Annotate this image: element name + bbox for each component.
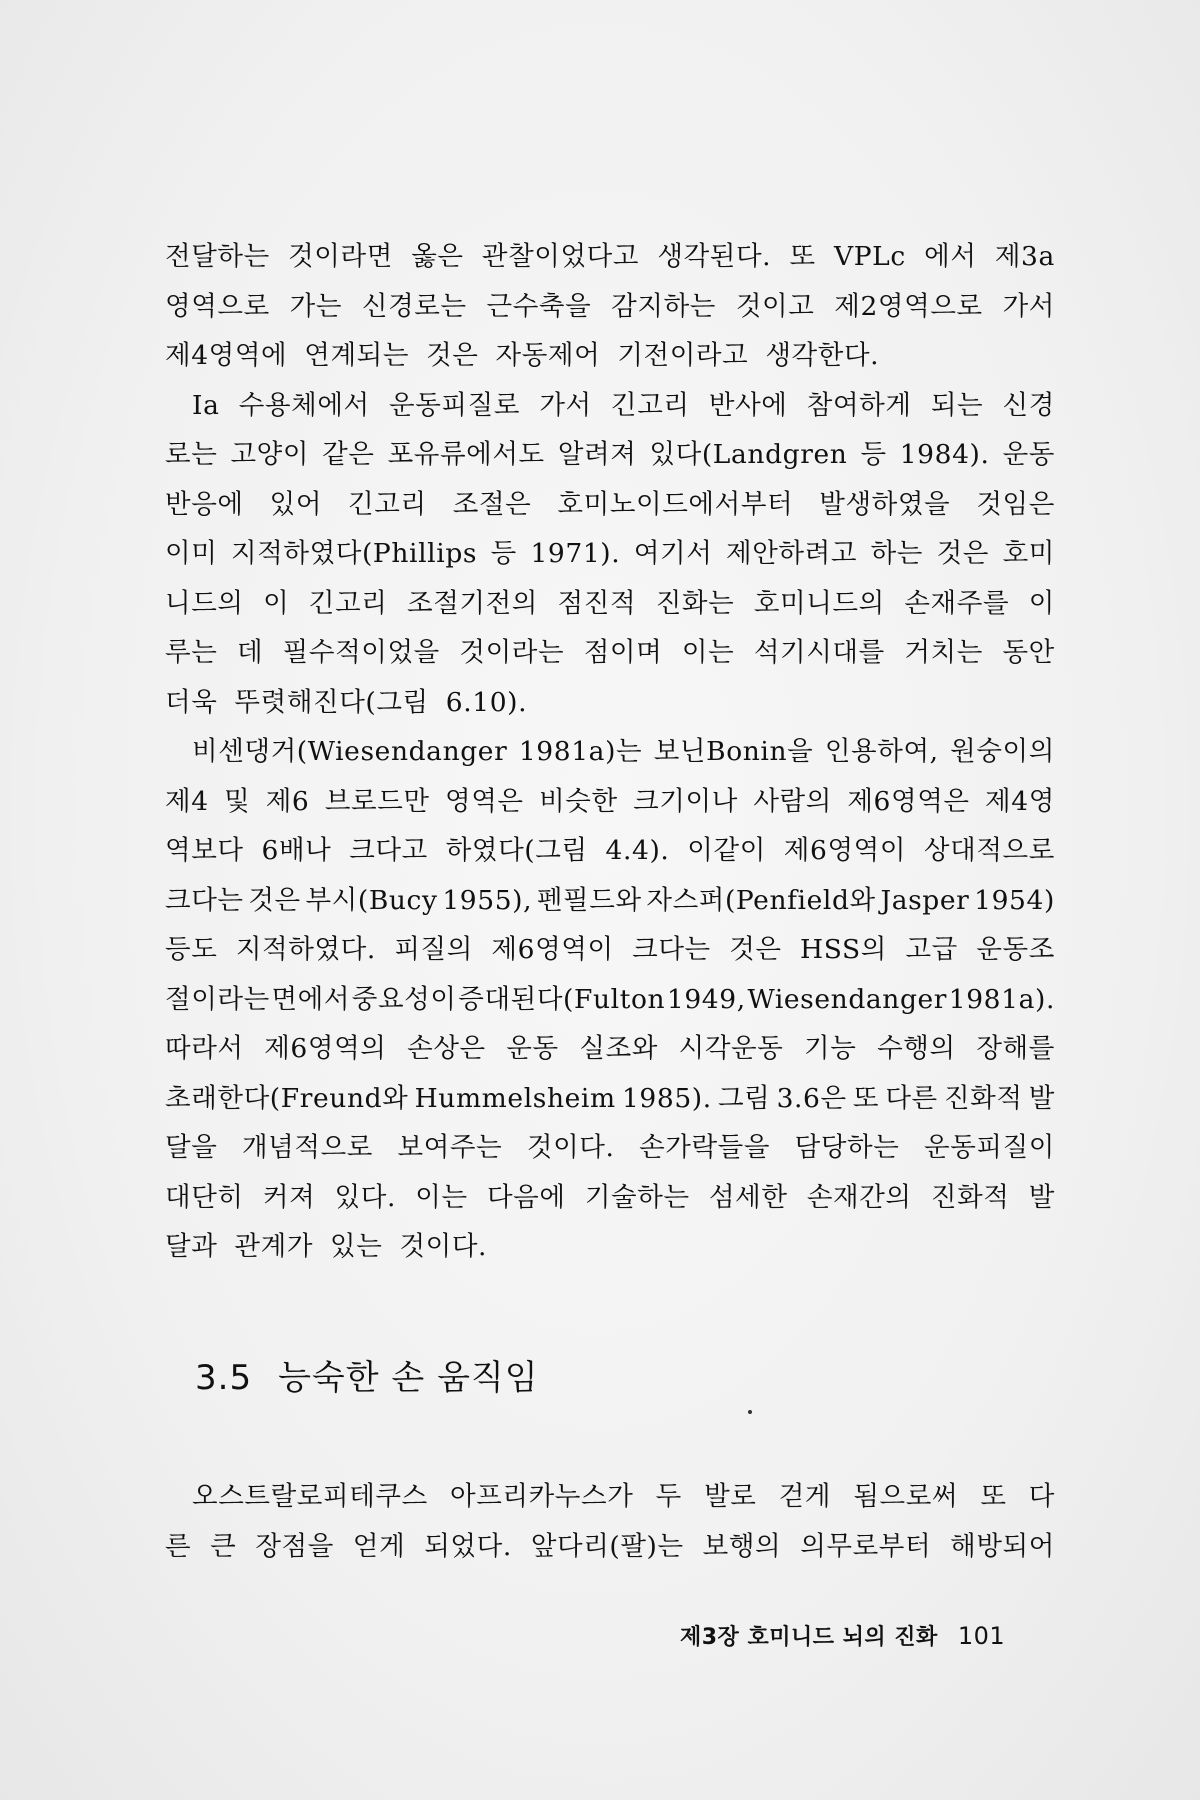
text-line: 니드의 이 긴고리 조절기전의 점진적 진화는 호미니드의 손재주를 이 xyxy=(165,587,1055,619)
body-text xyxy=(165,232,1055,1272)
text-line: 전달하는 것이라면 옳은 관찰이었다고 생각된다. 또 VPLc 에서 제3a xyxy=(165,241,1055,272)
text-line: 른 큰 장점을 얻게 되었다. 앞다리(팔)는 보행의 의무로부터 해방되어 xyxy=(165,1530,1055,1562)
text-line: 역보다 6배나 크다고 하였다(그림 4.4). 이같이 제6영역이 상대적으로 xyxy=(165,835,1055,866)
text-line: 비센댕거(Wiesendanger 1981a)는 보닌Bonin을 인용하여, 원숭이의 xyxy=(192,736,1055,767)
text-line: 크다는 것은 부시(Bucy 1955), 펜필드와 자스퍼(Penfield와 Jasper 1954) xyxy=(165,884,1055,916)
text-line: 오스트랄로피테쿠스 아프리카누스가 두 발로 걷게 됨으로써 또 다 xyxy=(192,1481,1055,1512)
text-line: 달과 관계가 있는 것이다. xyxy=(165,1231,488,1262)
text-line: 따라서 제6영역의 손상은 운동 실조와 시각운동 기능 수행의 장해를 xyxy=(165,1033,1055,1064)
text-line: 초래한다(Freund와 Hummelsheim 1985). 그림 3.6은 또 다른 진화적 발 xyxy=(165,1082,1055,1114)
section-body-text xyxy=(165,1472,1055,1571)
text-line: 대단히 커져 있다. 이는 다음에 기술하는 섬세한 손재간의 진화적 발 xyxy=(165,1181,1055,1213)
page-number: 101 xyxy=(957,1622,1006,1650)
text-line: 반응에 있어 긴고리 조절은 호미노이드에서부터 발생하였을 것임은 xyxy=(165,488,1055,520)
text-line: 루는 데 필수적이었을 것이라는 점이며 이는 석기시대를 거치는 동안 xyxy=(165,637,1055,668)
text-line: Ia 수용체에서 운동피질로 가서 긴고리 반사에 참여하게 되는 신경 xyxy=(192,389,1055,421)
text-line: 제4 및 제6 브로드만 영역은 비슷한 크기이나 사람의 제6영역은 제4영 xyxy=(165,785,1055,817)
section-number: 3.5 xyxy=(195,1358,253,1398)
section-heading xyxy=(195,1350,539,1399)
page-footer xyxy=(680,1620,1005,1651)
speck-mark xyxy=(748,1410,752,1414)
text-line: 제4영역에 연계되는 것은 자동제어 기전이라고 생각한다. xyxy=(165,340,880,371)
section-title: 능숙한 손 움직임 xyxy=(278,1358,539,1398)
text-line: 영역으로 가는 신경로는 근수축을 감지하는 것이고 제2영역으로 가서 xyxy=(165,290,1055,322)
text-line: 이미 지적하였다(Phillips 등 1971). 여기서 제안하려고 하는 것은 호미 xyxy=(165,538,1055,569)
running-head: 제3장 호미니드 뇌의 진화 xyxy=(680,1625,938,1650)
text-line: 더욱 뚜렷해진다(그림 6.10). xyxy=(165,686,528,718)
text-line: 달을 개념적으로 보여주는 것이다. 손가락들을 담당하는 운동피질이 xyxy=(165,1132,1055,1163)
text-line: 등도 지적하였다. 피질의 제6영역이 크다는 것은 HSS의 고급 운동조 xyxy=(165,934,1055,965)
text-line: 로는 고양이 같은 포유류에서도 알려져 있다(Landgren 등 1984). 운동 xyxy=(165,439,1055,470)
text-line: 절이라는 면에서 중요성이 증대된다(Fulton 1949, Wiesendanger 1981a). xyxy=(165,983,1055,1015)
